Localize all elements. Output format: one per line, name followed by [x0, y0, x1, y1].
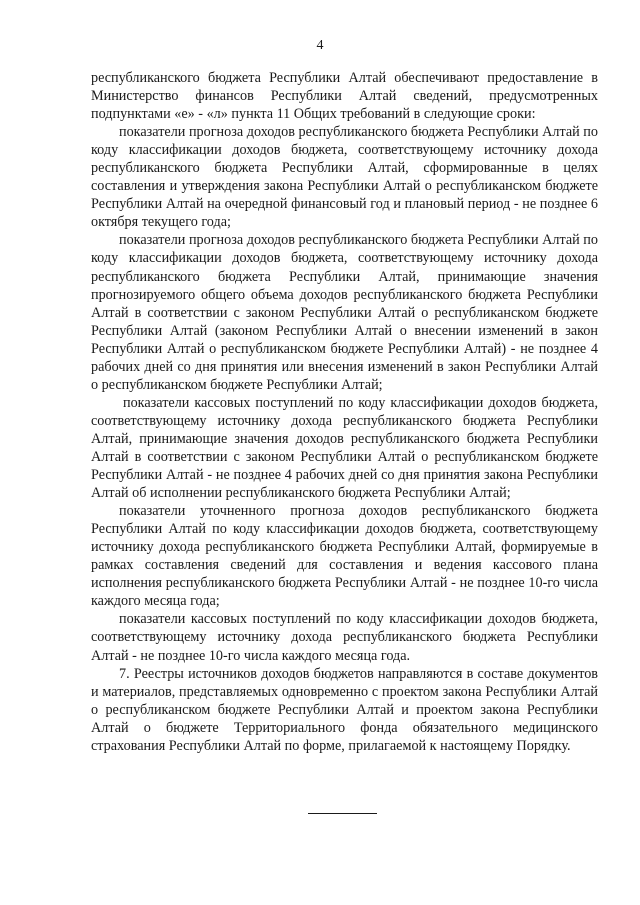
paragraph-forecast-indicators: показатели прогноза доходов республиканского бюджета Республики Алтай по коду классификации доходов бюджета, соответствующему источнику дохода республиканского бюджета Республики Алтай, сформированные в целях составления и утверждения закона Республики Алтай о республиканском бюджете Республики Алтай на очередной финансовый год и плановый период - не позднее 6 октября текущего года;: [91, 124, 598, 231]
closing-divider: [308, 813, 377, 814]
paragraph-forecast-total-volume: показатели прогноза доходов республиканского бюджета Республики Алтай по коду классификации доходов бюджета, соответствующему источнику дохода республиканского бюджета Республики Алтай, принимающие значения прогнозируемого общего объема доходов республиканского бюджета Республики Алтай в соответствии с законом Республики Алтай о республиканском бюджете Республики Алтай (законом Республики Алтай о внесении изменений в закон Республики Алтай о республиканском бюджете Республики Алтай) - не позднее 4 рабочих дней со дня принятия или внесения изменений в закон Республики Алтай о республиканском бюджете Республики Алтай;: [91, 232, 598, 393]
paragraph-refined-forecast: показатели уточненного прогноза доходов республиканского бюджета Республики Алтай по коду классификации доходов бюджета, соответствующему источнику дохода республиканского бюджета Республики Алтай, формируемые в рамках составления сведений для составления и ведения кассового плана исполнения республиканского бюджета Республики Алтай - не позднее 10-го числа каждого месяца года;: [91, 503, 598, 610]
page-number: 4: [316, 38, 324, 53]
paragraph-item-7: 7. Реестры источников доходов бюджетов направляются в составе документов и материалов, представляемых одновременно с проектом закона Республики Алтай о республиканском бюджете Республики Алтай и проектом закона Республики Алтай о бюджете Территориального фонда обязательного медицинского страхования Республики Алтай по форме, прилагаемой к настоящему Порядку.: [91, 665, 598, 754]
paragraph-intro: республиканского бюджета Республики Алтай обеспечивают предоставление в Министерство финансов Республики Алтай сведений, предусмотренных подпунктами «е» - «л» пункта 11 Общих требований в следующие сроки:: [91, 70, 598, 123]
document-body: [91, 69, 598, 755]
paragraph-cash-receipts-law: показатели кассовых поступлений по коду классификации доходов бюджета, соответствующему источнику дохода республиканского бюджета Республики Алтай, принимающие значения доходов республиканского бюджета Республики Алтай в соответствии с законом Республики Алтай о республиканском бюджете Республики Алтай - не позднее 4 рабочих дней со дня принятия закона Республики Алтай об исполнении республиканского бюджета Республики Алтай;: [91, 394, 598, 502]
paragraph-cash-receipts-monthly: показатели кассовых поступлений по коду классификации доходов бюджета, соответствующему источнику дохода республиканского бюджета Республики Алтай - не позднее 10-го числа каждого месяца года.: [91, 611, 598, 664]
